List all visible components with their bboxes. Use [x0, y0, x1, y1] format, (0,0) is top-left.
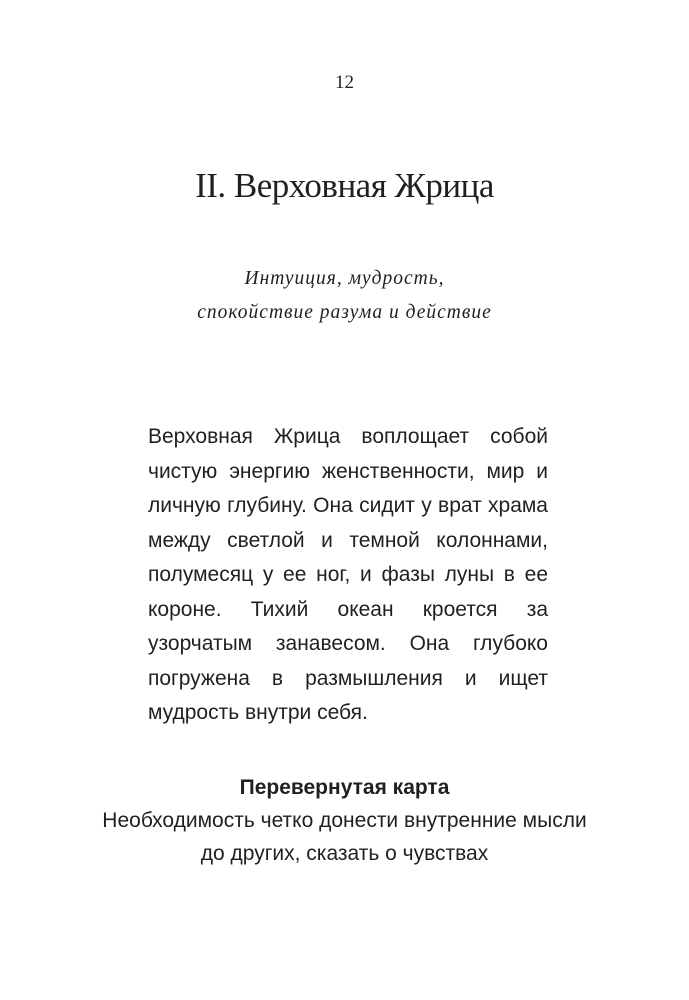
reversed-heading: Перевернутая карта — [239, 775, 450, 799]
subtitle — [0, 262, 689, 330]
subtitle-line: спокойствие разума и действие — [197, 302, 492, 323]
description-paragraph: Верховная Жрица воплощает собой чистую энергию женственности, мир и личную глубину. Она сидит у врат храма между светлой и темной колоннами, полумесяц у ее ног, и фазы луны в ее короне. Тихий океан кроется за узорчатым занавесом. Она глубоко погружена в размышления и ищет мудрость внутри себя. — [148, 425, 548, 724]
subtitle-line: Интуиция, мудрость, — [244, 268, 445, 289]
chapter-title: II. Верховная Жрица — [195, 166, 494, 205]
page-number: 12 — [335, 72, 354, 93]
reversed-line: Необходимость четко донести внутренние мысли — [102, 808, 587, 832]
reversed-card-section — [0, 771, 689, 870]
reversed-line: до других, сказать о чувствах — [200, 841, 489, 865]
